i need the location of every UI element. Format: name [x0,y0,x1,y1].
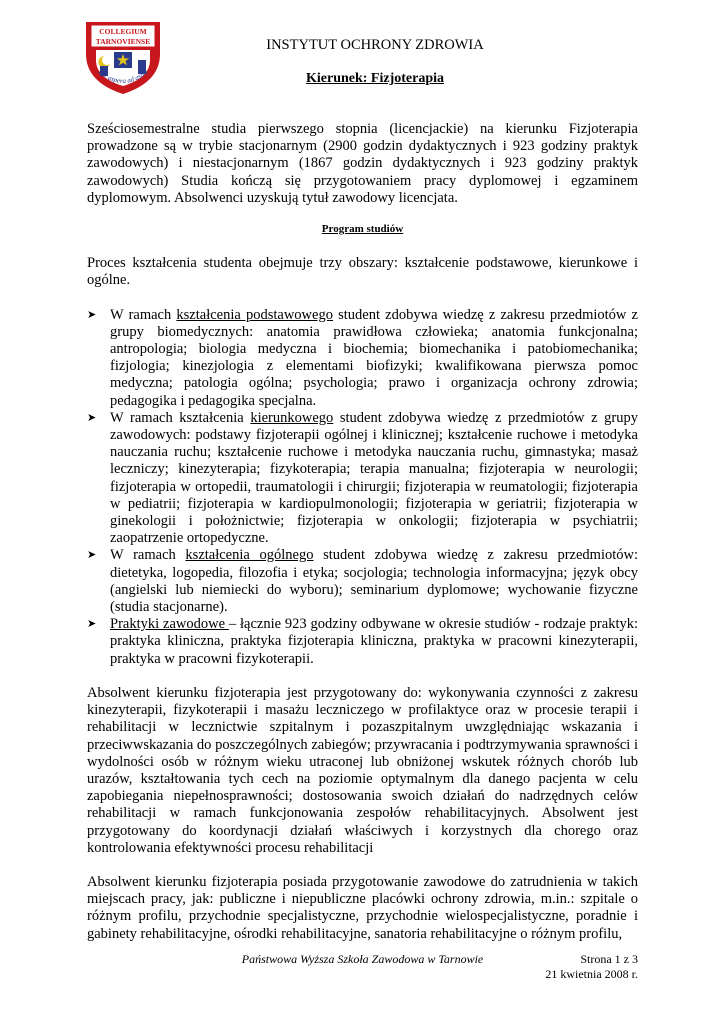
institute-title: INSTYTUT OCHRONY ZDROWIA [266,37,484,53]
intro-paragraph: Sześciosemestralne studia pierwszego stopnia (licencjackie) na kierunku Fizjoterapia prowadzone są w trybie stacjonarnym (2900 godzin dydaktycznych i 923 godziny praktyk zawodowych) i niestacjonarnym (1867 godzin dydaktycznych i 923 godziny praktyk zawodowych) Studia kończą się przygotowaniem pracy dyplomowej i egzaminem dyplomowym. Absolwenci uzyskują tytuł zawodowy licencjata. [87,121,638,206]
graduate-employment-paragraph: Absolwent kierunku fizjoterapia posiada przygotowanie zawodowe do zatrudnienia w takich miejscach pracy, jak: publiczne i niepubliczne placówki ochrony zdrowia, m.in.: szpitale o różnym profilu, przychodnie specjalistyczne, przychodnie wielospecjalistyczne, poradnie i gabinety rehabilitacyjne, ośrodki rehabilitacyjne, sanatoria rehabilitacyjne o różnym profilu, [87,873,638,942]
list-item: ➤ W ramach kształcenia podstawowego student zdobywa wiedzę z zakresu przedmiotów z grupy biomedycznych: anatomia prawidłowa człowieka; anatomia funkcjonalna; antropologia; biologia medyczna i biochemia; biomechanika i patobiomechanika; fizjologia; kinezjologia z elementami biofizyki; kwalifikowana pierwsza pomoc medyczna; patologia ogólna; psychologia; prawo i organizacja ochrony zdrowia; pedagogika i pedagogika specjalna. [87,306,638,409]
term-underlined: kształcenia ogólnego [185,547,314,564]
graduate-prepared-paragraph: Absolwent kierunku fizjoterapia jest przygotowany do: wykonywania czynności z zakresu kinezyterapii, fizykoterapii i masażu leczniczego w profilaktyce oraz w procesie terapii i rehabilitacji w lecznictwie szpitalnym i pozaszpitalnym uwzględniając wskazania i przeciwwskazania do poszczególnych zabiegów; przywracania i podtrzymywania sprawności i wydolności osób w różnym wieku utraconej lub obniżonej wskutek różnych chorób lub urazów, kształtowania tych cech na poziomie optymalnym dla danego pacjenta w celu zapobiegania niepełnosprawności; dostosowania swoich działań do nadrzędnych celów rehabilitacji w ramach funkcjonowania zespołów rehabilitacyjnych. Absolwent jest przygotowany do koordynacji działań właściwych i korzystnych dla chorego oraz kontrolowania efektywności procesu rehabilitacji [87,684,638,856]
footer-school: Państwowa Wyższa Szkoła Zawodowa w Tarnowie [241,952,484,966]
logo-motto: Per aspera ad astra [96,68,150,86]
field-of-study-heading: Kierunek: Fizjoterapia [305,71,445,86]
logo-line2: TARNOVIENSE [95,37,151,46]
footer-page-number: Strona 1 z 3 [580,952,638,966]
footer-date: 21 kwietnia 2008 r. [545,967,638,981]
collegium-tarnoviense-logo [82,16,164,96]
arrow-bullet-icon: ➤ [87,411,97,424]
document-body [87,121,638,943]
list-item: ➤ Praktyki zawodowe – łącznie 923 godziny odbywane w okresie studiów - rodzaje praktyk: praktyka kliniczna, praktyka fizjoterapia kliniczna, praktyka w pracowni kinezyterapii, praktyka w pracowni fizykoterapii. [87,616,638,667]
arrow-bullet-icon: ➤ [87,308,97,321]
term-underlined: Praktyki zawodowe [110,616,229,633]
program-heading: Program studiów [321,223,404,236]
list-item: ➤ W ramach kształcenia ogólnego student zdobywa wiedzę z zakresu przedmiotów: dietetyka, logopedia, filozofia i etyka; socjologia; technologia informacyjna; język obcy (angielski lub niemiecki do wyboru); seminarium dyplomowe; wychowanie fizyczne (studia stacjonarne). [87,547,638,616]
term-underlined: kierunkowego [250,409,334,426]
arrow-bullet-icon: ➤ [87,549,97,562]
arrow-bullet-icon: ➤ [87,618,97,631]
process-paragraph: Proces kształcenia studenta obejmuje trzy obszary: kształcenie podstawowe, kierunkowe i ogólne. [87,255,638,289]
education-areas-list [87,307,638,668]
logo-line1: COLLEGIUM [99,27,147,36]
term-underlined: kształcenia podstawowego [176,306,333,323]
list-item: ➤ W ramach kształcenia kierunkowego student zdobywa wiedzę z przedmiotów z grupy zawodowych: podstawy fizjoterapii ogólnej i klinicznej; kształcenie ruchowe i metodyka nauczania ruchu; kształcenie ruchowe i metodyka nauczania ruchu, gimnastyka; masaż leczniczy; kinezyterapia; fizykoterapia; terapia manualna; fizjoterapia w neurologii; fizjoterapia w ortopedii, traumatologii i chirurgii; fizjoterapia w reumatologii; fizjoterapia w pediatrii; fizjoterapia w kardiopulmonologii; fizjoterapia w geriatrii; fizjoterapia w ginekologii i położnictwie; fizjoterapia w onkologii; fizjoterapia w psychiatrii; zaopatrzenie ortopedyczne. [87,409,638,547]
